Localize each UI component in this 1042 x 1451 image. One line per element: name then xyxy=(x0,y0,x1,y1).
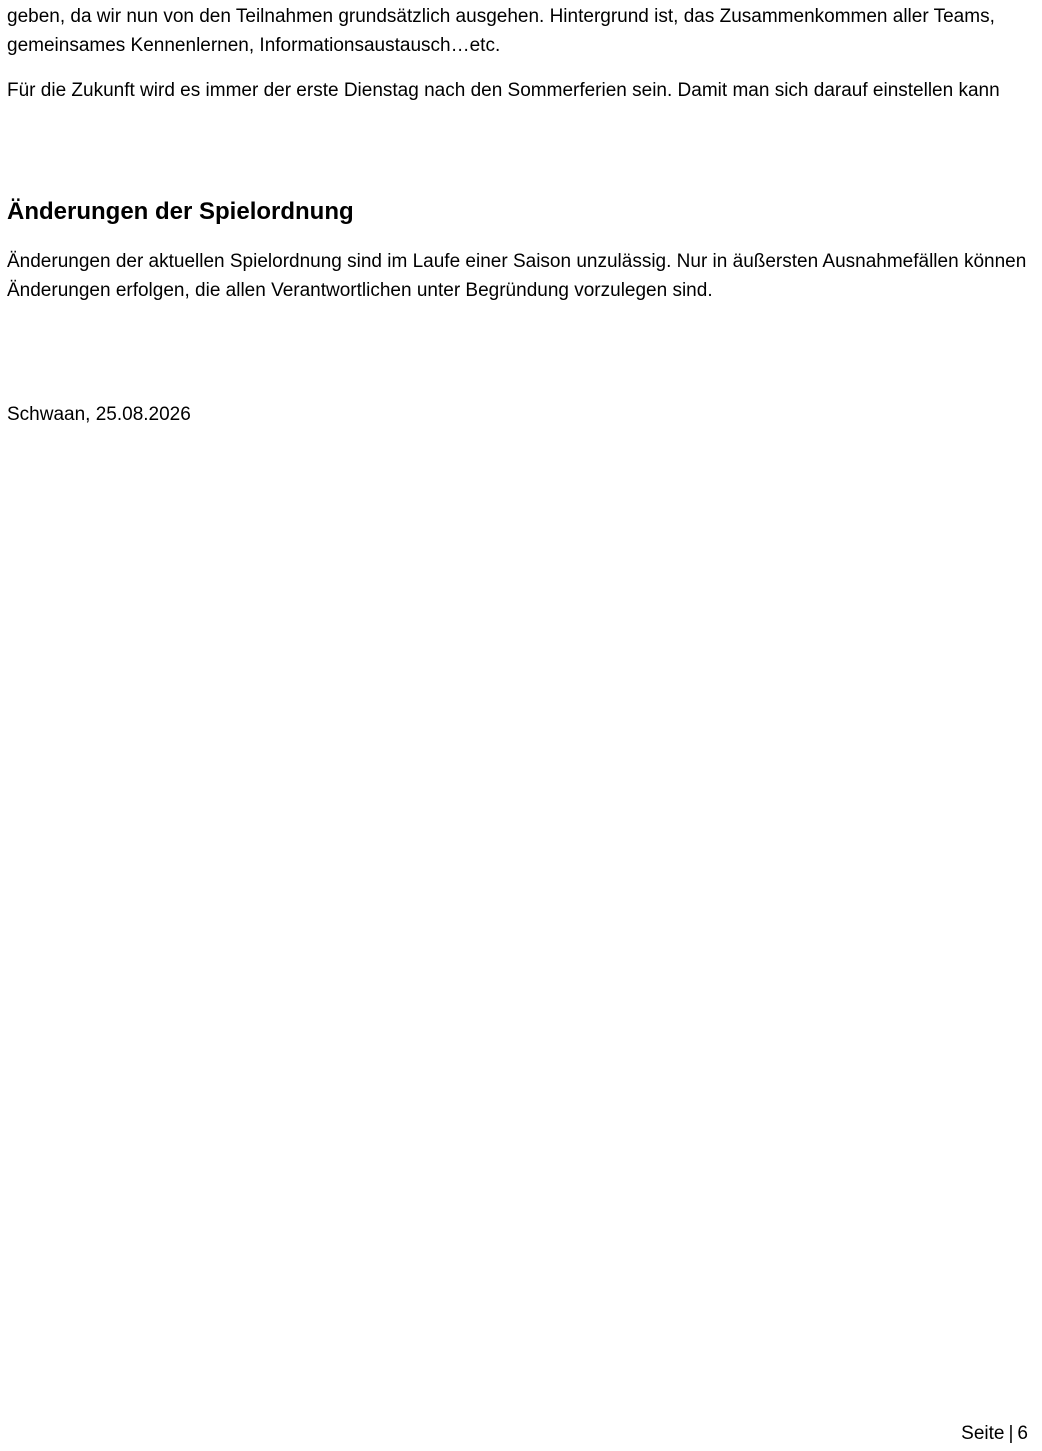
page-footer xyxy=(961,1420,1028,1448)
page-number: 6 xyxy=(1017,1423,1028,1444)
page-label: Seite xyxy=(961,1423,1005,1444)
section-heading: Änderungen der Spielordnung xyxy=(7,198,354,225)
page-separator: | xyxy=(1008,1423,1014,1444)
section-body: Änderungen der aktuellen Spielordnung sind im Laufe einer Saison unzulässig. Nur in äußersten Ausnahmefällen können Änderungen erfolgen, die allen Verantwortlichen unter Begründung vorzulegen sind. xyxy=(7,251,1027,301)
paragraph-continued: geben, da wir nun von den Teilnahmen grundsätzlich ausgehen. Hintergrund ist, das Zusammenkommen aller Teams, gemeinsames Kennenlernen, Informationsaustausch…etc. xyxy=(7,6,995,56)
place-date: Schwaan, 25.08.2026 xyxy=(7,404,191,425)
paragraph-future-date: Für die Zukunft wird es immer der erste Dienstag nach den Sommerferien sein. Damit man sich darauf einstellen kann xyxy=(7,80,1000,101)
